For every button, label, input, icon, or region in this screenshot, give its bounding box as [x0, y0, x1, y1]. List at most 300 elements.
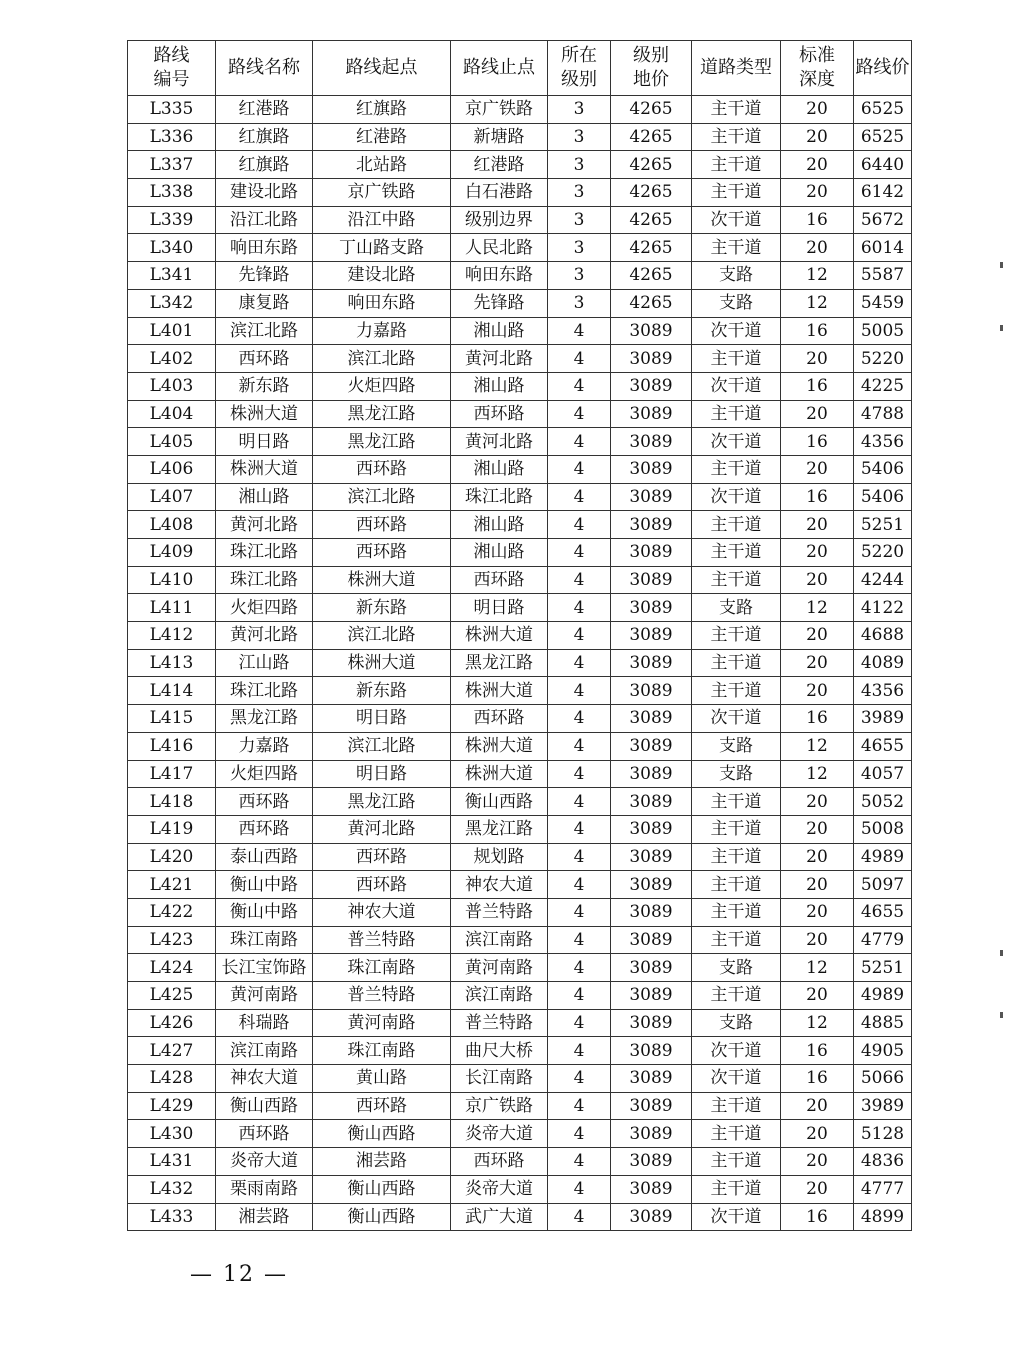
- table-row: [128, 1203, 912, 1231]
- table-cell: L401: [128, 317, 216, 345]
- table-cell: 黄河北路: [216, 622, 313, 650]
- table-row: [128, 871, 912, 899]
- table-cell: 4905: [854, 1037, 912, 1065]
- table-cell: 珠江北路: [216, 677, 313, 705]
- table-cell: 主干道: [692, 622, 781, 650]
- table-cell: 湘山路: [451, 372, 548, 400]
- table-cell: 主干道: [692, 815, 781, 843]
- table-cell: 4265: [611, 206, 692, 234]
- table-cell: 4: [548, 539, 611, 567]
- table-cell: 3989: [854, 1092, 912, 1120]
- table-cell: L338: [128, 179, 216, 207]
- table-cell: 株洲大道: [451, 622, 548, 650]
- table-cell: 西环路: [216, 1120, 313, 1148]
- table-cell: 京广铁路: [313, 179, 451, 207]
- table-cell: 5220: [854, 539, 912, 567]
- table-cell: 20: [781, 455, 854, 483]
- table-row: [128, 982, 912, 1010]
- table-row: [128, 594, 912, 622]
- scan-mark: [1000, 325, 1003, 331]
- table-cell: 3089: [611, 400, 692, 428]
- table-cell: L424: [128, 954, 216, 982]
- table-cell: 6142: [854, 179, 912, 207]
- table-cell: 黄河北路: [451, 428, 548, 456]
- table-cell: 20: [781, 677, 854, 705]
- table-cell: 响田东路: [451, 262, 548, 290]
- table-cell: 沿江中路: [313, 206, 451, 234]
- table-cell: 3089: [611, 954, 692, 982]
- table-row: [128, 843, 912, 871]
- table-cell: 主干道: [692, 1175, 781, 1203]
- table-cell: 20: [781, 234, 854, 262]
- table-cell: 20: [781, 898, 854, 926]
- table-cell: 西环路: [216, 345, 313, 373]
- table-cell: 火炬四路: [313, 372, 451, 400]
- table-cell: 5008: [854, 815, 912, 843]
- table-row: [128, 1092, 912, 1120]
- table-row: [128, 1065, 912, 1093]
- table-cell: 主干道: [692, 234, 781, 262]
- table-cell: 株洲大道: [216, 400, 313, 428]
- table-cell: L413: [128, 649, 216, 677]
- table-cell: 主干道: [692, 788, 781, 816]
- table-row: [128, 926, 912, 954]
- table-cell: 3089: [611, 705, 692, 733]
- table-cell: 4: [548, 788, 611, 816]
- table-cell: 次干道: [692, 372, 781, 400]
- table-row: [128, 788, 912, 816]
- table-cell: L340: [128, 234, 216, 262]
- table-cell: 明日路: [313, 760, 451, 788]
- table-cell: 株洲大道: [451, 760, 548, 788]
- table-cell: 4: [548, 1120, 611, 1148]
- table-cell: 3089: [611, 982, 692, 1010]
- table-cell: 栗雨南路: [216, 1175, 313, 1203]
- table-cell: 3089: [611, 649, 692, 677]
- table-cell: 4: [548, 400, 611, 428]
- table-cell: 黑龙江路: [313, 400, 451, 428]
- table-cell: 神农大道: [216, 1065, 313, 1093]
- table-cell: 力嘉路: [313, 317, 451, 345]
- column-header: [611, 41, 692, 96]
- scan-mark: [1000, 950, 1003, 956]
- table-cell: 3: [548, 179, 611, 207]
- table-cell: 神农大道: [451, 871, 548, 899]
- table-cell: 4: [548, 982, 611, 1010]
- table-cell: 明日路: [451, 594, 548, 622]
- table-cell: 主干道: [692, 539, 781, 567]
- table-cell: 支路: [692, 760, 781, 788]
- column-header-text: 编号: [153, 69, 190, 90]
- table-cell: 滨江南路: [216, 1037, 313, 1065]
- table-cell: 4655: [854, 732, 912, 760]
- table-cell: L420: [128, 843, 216, 871]
- column-header: [692, 41, 781, 96]
- table-cell: 规划路: [451, 843, 548, 871]
- table-row: [128, 815, 912, 843]
- table-cell: 主干道: [692, 566, 781, 594]
- table-cell: L415: [128, 705, 216, 733]
- table-cell: 主干道: [692, 179, 781, 207]
- table-cell: 普兰特路: [451, 898, 548, 926]
- table-cell: 20: [781, 96, 854, 124]
- table-cell: 4: [548, 317, 611, 345]
- table-cell: 3: [548, 96, 611, 124]
- table-cell: 5220: [854, 345, 912, 373]
- table-cell: 次干道: [692, 1037, 781, 1065]
- table-cell: 3089: [611, 428, 692, 456]
- scan-mark: [1000, 1012, 1003, 1018]
- table-cell: 12: [781, 289, 854, 317]
- table-cell: L335: [128, 96, 216, 124]
- table-cell: 20: [781, 123, 854, 151]
- table-cell: 12: [781, 1009, 854, 1037]
- table-cell: 主干道: [692, 982, 781, 1010]
- table-cell: 4: [548, 760, 611, 788]
- table-cell: L423: [128, 926, 216, 954]
- table-cell: 4779: [854, 926, 912, 954]
- table-cell: 次干道: [692, 428, 781, 456]
- table-cell: 4122: [854, 594, 912, 622]
- table-cell: 主干道: [692, 511, 781, 539]
- table-cell: 主干道: [692, 455, 781, 483]
- table-cell: L407: [128, 483, 216, 511]
- table-cell: 3989: [854, 705, 912, 733]
- table-cell: 5097: [854, 871, 912, 899]
- table-cell: 4: [548, 594, 611, 622]
- table-cell: 西环路: [313, 1092, 451, 1120]
- table-cell: 3089: [611, 622, 692, 650]
- column-header: [548, 41, 611, 96]
- table-cell: 西环路: [216, 815, 313, 843]
- table-cell: L405: [128, 428, 216, 456]
- table-cell: 3089: [611, 594, 692, 622]
- table-cell: 4899: [854, 1203, 912, 1231]
- table-row: [128, 372, 912, 400]
- table-cell: 黑龙江路: [313, 788, 451, 816]
- table-cell: 4688: [854, 622, 912, 650]
- table-row: [128, 732, 912, 760]
- table-cell: 5128: [854, 1120, 912, 1148]
- table-cell: 16: [781, 206, 854, 234]
- table-cell: 6440: [854, 151, 912, 179]
- table-cell: 湘山路: [216, 483, 313, 511]
- table-cell: 西环路: [451, 566, 548, 594]
- table-cell: 3089: [611, 760, 692, 788]
- table-cell: 12: [781, 594, 854, 622]
- table-cell: L408: [128, 511, 216, 539]
- table-cell: 20: [781, 788, 854, 816]
- table-cell: 4: [548, 345, 611, 373]
- table-cell: 长江宝饰路: [216, 954, 313, 982]
- table-row: [128, 566, 912, 594]
- page-number: — 12 —: [190, 1262, 288, 1287]
- table-cell: 3089: [611, 1037, 692, 1065]
- table-cell: 主干道: [692, 871, 781, 899]
- table-cell: 主干道: [692, 1092, 781, 1120]
- table-cell: 支路: [692, 954, 781, 982]
- table-row: [128, 1037, 912, 1065]
- table-cell: 炎帝大道: [451, 1120, 548, 1148]
- table-cell: 次干道: [692, 1203, 781, 1231]
- table-cell: 3089: [611, 1092, 692, 1120]
- table-row: [128, 539, 912, 567]
- table-cell: 衡山西路: [313, 1203, 451, 1231]
- table-cell: 新东路: [313, 594, 451, 622]
- table-row: [128, 262, 912, 290]
- table-row: [128, 151, 912, 179]
- table-row: [128, 511, 912, 539]
- table-cell: 4244: [854, 566, 912, 594]
- table-cell: 湘山路: [451, 455, 548, 483]
- table-cell: 建设北路: [313, 262, 451, 290]
- table-cell: 普兰特路: [313, 982, 451, 1010]
- table-cell: 红旗路: [216, 151, 313, 179]
- table-cell: 西环路: [313, 843, 451, 871]
- table-cell: 20: [781, 566, 854, 594]
- table-cell: 4: [548, 372, 611, 400]
- table-row: [128, 483, 912, 511]
- table-cell: 16: [781, 372, 854, 400]
- table-cell: 20: [781, 649, 854, 677]
- table-cell: 衡山中路: [216, 871, 313, 899]
- table-cell: 4057: [854, 760, 912, 788]
- table-cell: 白石港路: [451, 179, 548, 207]
- table-cell: 3089: [611, 1175, 692, 1203]
- table-row: [128, 649, 912, 677]
- table-cell: 20: [781, 982, 854, 1010]
- table-cell: 湘山路: [451, 317, 548, 345]
- table-cell: 20: [781, 345, 854, 373]
- table-cell: 3: [548, 151, 611, 179]
- table-cell: 6014: [854, 234, 912, 262]
- table-cell: 主干道: [692, 649, 781, 677]
- column-header: [128, 41, 216, 96]
- table-cell: L421: [128, 871, 216, 899]
- table-cell: 4: [548, 1175, 611, 1203]
- table-cell: L412: [128, 622, 216, 650]
- table-cell: 5406: [854, 455, 912, 483]
- table-cell: 20: [781, 815, 854, 843]
- table-cell: L411: [128, 594, 216, 622]
- table-cell: 3089: [611, 732, 692, 760]
- table-cell: 珠江南路: [216, 926, 313, 954]
- table-cell: 4: [548, 871, 611, 899]
- table-cell: 6525: [854, 123, 912, 151]
- table-cell: 黄河南路: [216, 982, 313, 1010]
- table-cell: L341: [128, 262, 216, 290]
- table-cell: 4885: [854, 1009, 912, 1037]
- table-cell: 滨江北路: [313, 345, 451, 373]
- column-header: [781, 41, 854, 96]
- column-header-text: 级别: [561, 69, 597, 90]
- table-cell: 20: [781, 151, 854, 179]
- table-cell: 3089: [611, 926, 692, 954]
- table-cell: 4: [548, 1065, 611, 1093]
- table-row: [128, 206, 912, 234]
- table-cell: 3: [548, 234, 611, 262]
- table-cell: 16: [781, 1037, 854, 1065]
- table-cell: 4: [548, 1009, 611, 1037]
- table-cell: 4: [548, 815, 611, 843]
- table-cell: L336: [128, 123, 216, 151]
- table-cell: 20: [781, 179, 854, 207]
- table-cell: 明日路: [313, 705, 451, 733]
- table-cell: 3089: [611, 677, 692, 705]
- scan-mark: [1000, 262, 1003, 268]
- table-cell: 衡山中路: [216, 898, 313, 926]
- column-header: [451, 41, 548, 96]
- table-cell: 株洲大道: [216, 455, 313, 483]
- table-cell: 火炬四路: [216, 760, 313, 788]
- table-cell: 京广铁路: [451, 1092, 548, 1120]
- table-cell: 3089: [611, 345, 692, 373]
- table-cell: 20: [781, 400, 854, 428]
- table-cell: 黄河南路: [313, 1009, 451, 1037]
- table-cell: 3: [548, 123, 611, 151]
- table-cell: 3089: [611, 511, 692, 539]
- table-cell: 次干道: [692, 705, 781, 733]
- table-row: [128, 1009, 912, 1037]
- table-row: [128, 179, 912, 207]
- table-cell: 4265: [611, 234, 692, 262]
- table-cell: 科瑞路: [216, 1009, 313, 1037]
- table-cell: L416: [128, 732, 216, 760]
- table-cell: 衡山西路: [216, 1092, 313, 1120]
- table-cell: 西环路: [216, 788, 313, 816]
- table-cell: 4225: [854, 372, 912, 400]
- table-cell: 株洲大道: [451, 677, 548, 705]
- table-cell: 5406: [854, 483, 912, 511]
- table-cell: 12: [781, 954, 854, 982]
- table-cell: 5672: [854, 206, 912, 234]
- table-cell: 人民北路: [451, 234, 548, 262]
- table-cell: 4265: [611, 123, 692, 151]
- table-cell: 20: [781, 1120, 854, 1148]
- table-cell: 3089: [611, 1009, 692, 1037]
- table-cell: 黄河南路: [451, 954, 548, 982]
- table-cell: 明日路: [216, 428, 313, 456]
- table-cell: L432: [128, 1175, 216, 1203]
- column-header-text: 路线价: [855, 57, 910, 78]
- table-cell: 3089: [611, 317, 692, 345]
- table-cell: 支路: [692, 594, 781, 622]
- table-cell: 4989: [854, 843, 912, 871]
- table-row: [128, 677, 912, 705]
- table-cell: 主干道: [692, 123, 781, 151]
- table-cell: 先锋路: [216, 262, 313, 290]
- table-cell: L419: [128, 815, 216, 843]
- table-cell: 株洲大道: [451, 732, 548, 760]
- table-cell: 红旗路: [313, 96, 451, 124]
- table-cell: 3: [548, 206, 611, 234]
- table-cell: 支路: [692, 289, 781, 317]
- table-cell: 湘芸路: [313, 1148, 451, 1176]
- table-cell: 20: [781, 1175, 854, 1203]
- table-cell: 次干道: [692, 483, 781, 511]
- table-cell: 3089: [611, 788, 692, 816]
- table-cell: 红港路: [451, 151, 548, 179]
- table-row: [128, 705, 912, 733]
- table-cell: 4: [548, 843, 611, 871]
- table-cell: L406: [128, 455, 216, 483]
- table-cell: 沿江北路: [216, 206, 313, 234]
- table-body: [128, 96, 912, 1231]
- table-cell: 20: [781, 622, 854, 650]
- table-cell: L409: [128, 539, 216, 567]
- table-cell: 湘山路: [451, 539, 548, 567]
- table-cell: 黑龙江路: [451, 649, 548, 677]
- table-cell: L337: [128, 151, 216, 179]
- table-cell: L403: [128, 372, 216, 400]
- table-cell: 4265: [611, 179, 692, 207]
- route-price-table: [127, 40, 912, 1231]
- table-cell: 4836: [854, 1148, 912, 1176]
- table-cell: 普兰特路: [451, 1009, 548, 1037]
- column-header-text: 地价: [633, 69, 669, 90]
- column-header-text: 级别: [633, 45, 669, 66]
- table-cell: 4: [548, 511, 611, 539]
- table-cell: 4: [548, 1148, 611, 1176]
- table-cell: 12: [781, 262, 854, 290]
- table-cell: 级别边界: [451, 206, 548, 234]
- table-cell: 5066: [854, 1065, 912, 1093]
- table-cell: 珠江北路: [216, 566, 313, 594]
- table-cell: 长江南路: [451, 1065, 548, 1093]
- table-cell: 滨江北路: [313, 622, 451, 650]
- table-cell: 4089: [854, 649, 912, 677]
- table-cell: 3089: [611, 539, 692, 567]
- table-cell: 4: [548, 926, 611, 954]
- table-cell: 5459: [854, 289, 912, 317]
- column-header-text: 道路类型: [700, 57, 772, 78]
- table-cell: 次干道: [692, 1065, 781, 1093]
- table-row: [128, 1175, 912, 1203]
- table-cell: 新东路: [216, 372, 313, 400]
- table-cell: 曲尺大桥: [451, 1037, 548, 1065]
- table-cell: L422: [128, 898, 216, 926]
- table-cell: 普兰特路: [313, 926, 451, 954]
- table-cell: 4356: [854, 677, 912, 705]
- table-cell: 4356: [854, 428, 912, 456]
- table-cell: 次干道: [692, 317, 781, 345]
- table-cell: 3089: [611, 815, 692, 843]
- table-cell: 3: [548, 262, 611, 290]
- table-cell: L428: [128, 1065, 216, 1093]
- table-cell: 先锋路: [451, 289, 548, 317]
- table-cell: 3089: [611, 871, 692, 899]
- table-cell: 主干道: [692, 345, 781, 373]
- column-header: [216, 41, 313, 96]
- column-header-text: 路线: [153, 45, 190, 66]
- table-cell: 20: [781, 926, 854, 954]
- table-cell: 黑龙江路: [216, 705, 313, 733]
- table-cell: 4: [548, 898, 611, 926]
- table-cell: 西环路: [313, 539, 451, 567]
- table-cell: 4265: [611, 96, 692, 124]
- table-cell: 滨江北路: [216, 317, 313, 345]
- table-cell: 炎帝大道: [216, 1148, 313, 1176]
- table-cell: 3089: [611, 898, 692, 926]
- table-cell: 4: [548, 649, 611, 677]
- table-cell: 5005: [854, 317, 912, 345]
- table-cell: 支路: [692, 732, 781, 760]
- table-cell: 16: [781, 1065, 854, 1093]
- table-cell: 泰山西路: [216, 843, 313, 871]
- table-cell: 5251: [854, 954, 912, 982]
- column-header-text: 深度: [799, 69, 835, 90]
- table-cell: 主干道: [692, 926, 781, 954]
